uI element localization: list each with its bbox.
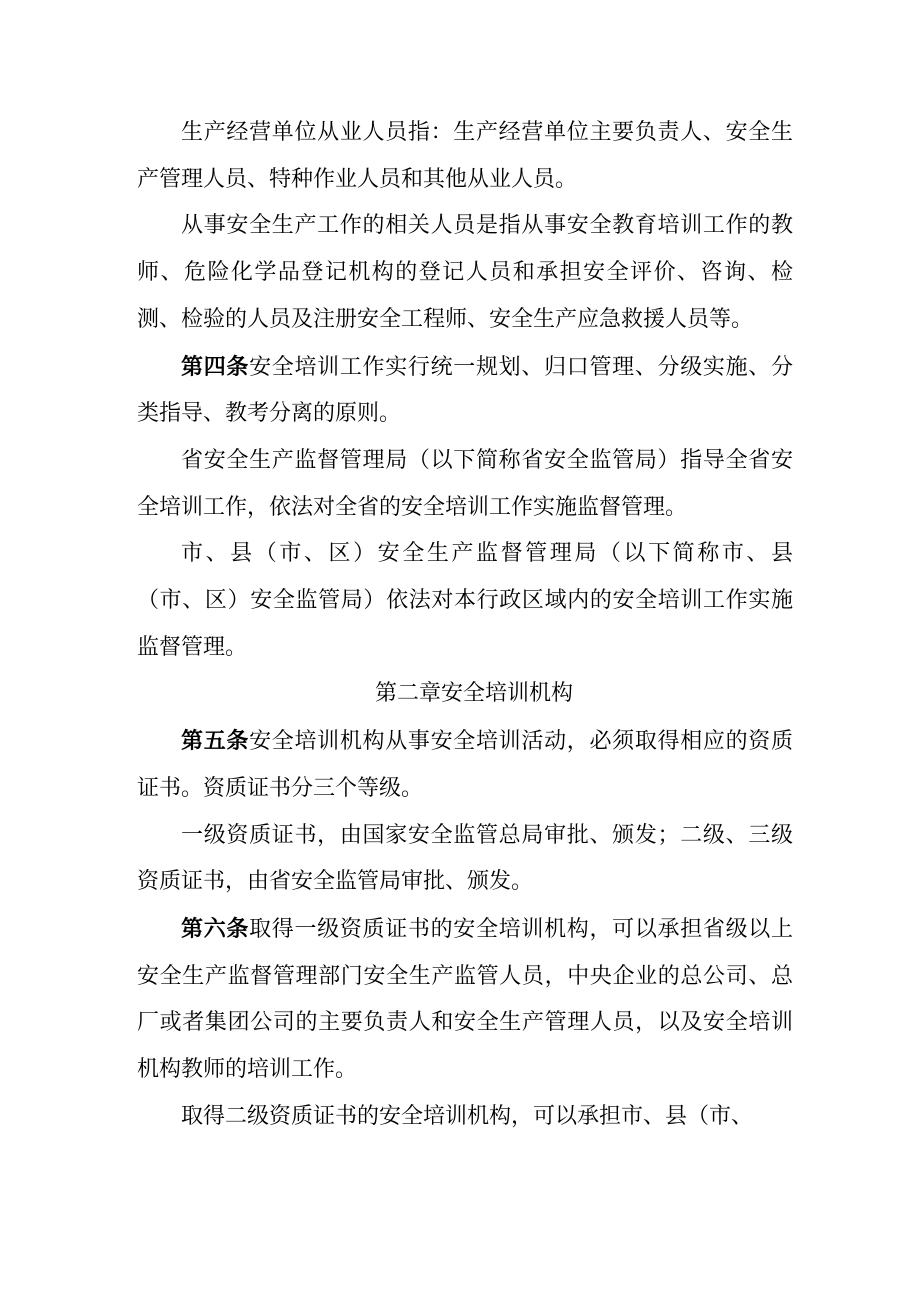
paragraph-related-personnel-definition xyxy=(137,203,793,343)
paragraph-certificate-issuance xyxy=(137,813,793,906)
paragraph-text: 省安全生产监督管理局（以下简称省安全监管局）指导全省安全培训工作，依法对全省的安全培训工作实施监督管理。 xyxy=(137,447,793,520)
paragraph-article-6 xyxy=(137,906,793,1094)
chapter-heading: 第二章安全培训机构 xyxy=(374,681,573,707)
paragraph-article-4 xyxy=(137,344,793,438)
paragraph-article-5 xyxy=(137,718,793,812)
paragraph-level-2-certificate xyxy=(137,1094,793,1141)
paragraph-provincial-bureau xyxy=(137,438,793,531)
article-label: 第六条 xyxy=(181,915,250,942)
article-label: 第五条 xyxy=(181,728,250,755)
article-label: 第四条 xyxy=(181,353,250,380)
paragraph-text: 取得一级资质证书的安全培训机构，可以承担省级以上安全生产监督管理部门安全生产监管人员，中央企业的总公司、总厂或者集团公司的主要负责人和安全生产管理人员，以及安全培训机构教师的培训工作。 xyxy=(137,916,793,1083)
paragraph-text: 生产经营单位从业人员指：生产经营单位主要负责人、安全生产管理人员、特种作业人员和其他从业人员。 xyxy=(137,120,793,192)
paragraph-text: 安全培训工作实行统一规划、归口管理、分级实施、分类指导、教考分离的原则。 xyxy=(137,354,793,427)
paragraph-text: 市、县（市、区）安全生产监督管理局（以下简称市、县（市、区）安全监管局）依法对本行政区域内的安全培训工作实施监督管理。 xyxy=(137,541,793,660)
paragraph-text: 取得二级资质证书的安全培训机构，可以承担市、县（市、 xyxy=(181,1103,754,1129)
paragraph-text: 从事安全生产工作的相关人员是指从事安全教育培训工作的教师、危险化学品登记机构的登记人员和承担安全评价、咨询、检测、检验的人员及注册安全工程师、安全生产应急救援人员等。 xyxy=(137,213,793,332)
paragraph-text: 一级资质证书，由国家安全监管总局审批、颁发；二级、三级资质证书，由省安全监管局审批、颁发。 xyxy=(137,822,793,895)
paragraph-text: 安全培训机构从事安全培训活动，必须取得相应的资质证书。资质证书分三个等级。 xyxy=(137,729,793,801)
paragraph-city-county-bureau xyxy=(137,531,793,671)
document-body xyxy=(137,110,793,1140)
paragraph-practitioners-definition xyxy=(137,110,793,203)
